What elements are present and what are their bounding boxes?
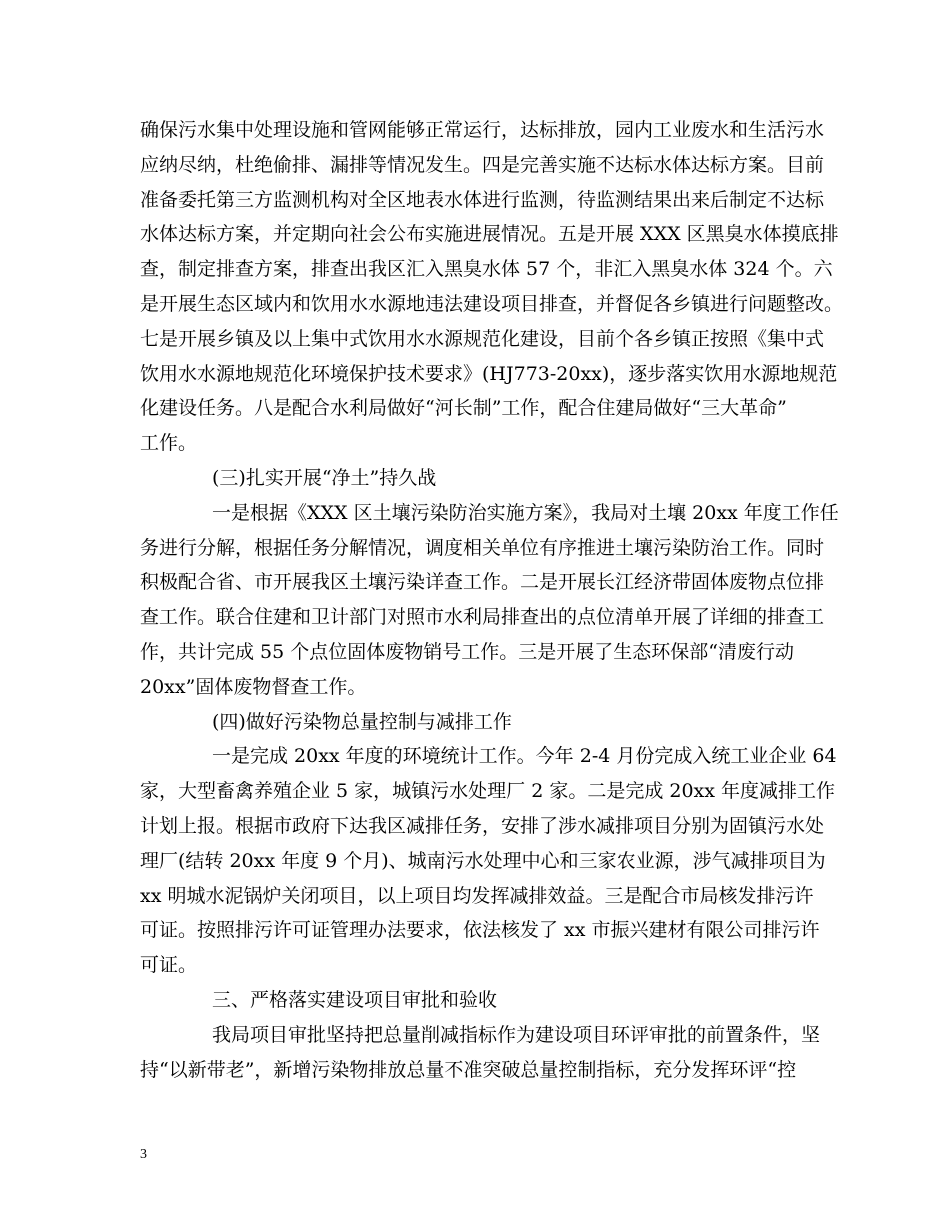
text-line: 饮用水水源地规范化环境保护技术要求》(HJ773-20xx)，逐步落实饮用水源地规范 (140, 362, 838, 385)
text-line: (四)做好污染物总量控制与减排工作 (212, 710, 512, 733)
text-line: 三、严格落实建设项目审批和验收 (212, 988, 498, 1011)
text-line: 准备委托第三方监测机构对全区地表水体进行监测，待监测结果出来后制定不达标 (140, 188, 825, 211)
text-line: 化建设任务。八是配合水利局做好“河长制”工作，配合住建局做好“三大革命” (140, 397, 787, 420)
text-line: 应纳尽纳，杜绝偷排、漏排等情况发生。四是完善实施不达标水体达标方案。目前 (140, 153, 825, 176)
text-line: 理厂(结转 20xx 年度 9 个月)、城南污水处理中心和三家农业源，涉气减排项目为 (140, 849, 826, 872)
text-line: 积极配合省、市开展我区土壤污染详查工作。二是开展长江经济带固体废物点位排 (140, 571, 825, 594)
text-line: 作，共计完成 55 个点位固体废物销号工作。三是开展了生态环保部“清废行动 (140, 640, 794, 663)
text-line: 可证。 (140, 954, 198, 977)
text-line: 20xx”固体废物督查工作。 (140, 675, 367, 698)
page-number: 3 (140, 1147, 147, 1162)
text-line: (三)扎实开展“净土”持久战 (212, 466, 437, 489)
text-line: 查，制定排查方案，排查出我区汇入黑臭水体 57 个，非汇入黑臭水体 324 个。六 (140, 258, 833, 281)
text-line: 确保污水集中处理设施和管网能够正常运行，达标排放，园内工业废水和生活污水 (140, 119, 825, 141)
text-line: 计划上报。根据市政府下达我区减排任务，安排了涉水减排项目分别为固镇污水处 (140, 814, 825, 837)
text-line: 是开展生态区域内和饮用水水源地违法建设项目排查，并督促各乡镇进行问题整改。 (140, 292, 844, 315)
document-body (140, 113, 844, 1087)
text-line: 一是根据《XXX 区土壤污染防治实施方案》，我局对土壤 20xx 年度工作任 (212, 501, 839, 524)
text-line: 查工作。联合住建和卫计部门对照市水利局排查出的点位清单开展了详细的排查工 (140, 606, 825, 629)
text-line: 水体达标方案，并定期向社会公布实施进展情况。五是开展 XXX 区黑臭水体摸底排 (140, 223, 839, 246)
text-line: 可证。按照排污许可证管理办法要求，依法核发了 xx 市振兴建材有限公司排污许 (140, 919, 820, 942)
text-line: xx 明城水泥锅炉关闭项目，以上项目均发挥减排效益。三是配合市局核发排污许 (140, 884, 814, 907)
text-line: 务进行分解，根据任务分解情况，调度相关单位有序推进土壤污染防治工作。同时 (140, 536, 825, 559)
text-line: 一是完成 20xx 年度的环境统计工作。今年 2-4 月份完成入统工业企业 64 (212, 745, 837, 768)
text-line: 家，大型畜禽养殖企业 5 家，城镇污水处理厂 2 家。二是完成 20xx 年度减排工作 (140, 780, 836, 803)
text-line: 持“以新带老”，新增污染物排放总量不准突破总量控制指标，充分发挥环评“控 (140, 1058, 797, 1081)
text-line: 我局项目审批坚持把总量削减指标作为建设项目环评审批的前置条件，坚 (212, 1023, 821, 1046)
text-line: 七是开展乡镇及以上集中式饮用水水源规范化建设，目前个各乡镇正按照《集中式 (140, 327, 825, 350)
text-line: 工作。 (140, 432, 198, 455)
